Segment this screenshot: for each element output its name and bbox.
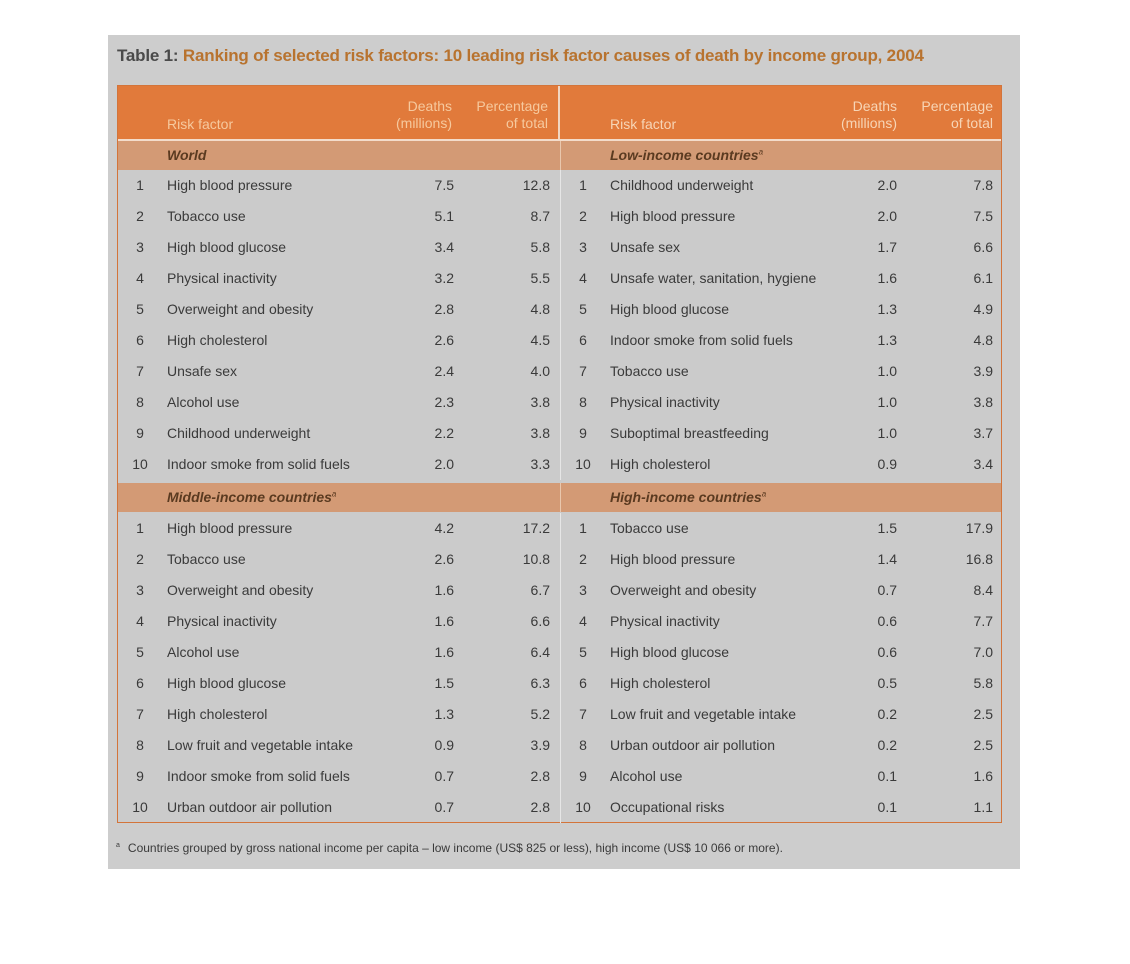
row-percentage: 12.8: [522, 177, 550, 193]
row-risk-factor: Childhood underweight: [610, 177, 754, 193]
row-rank: 9: [136, 425, 144, 441]
row-percentage: 4.8: [530, 301, 550, 317]
row-deaths: 2.0: [877, 177, 897, 193]
section-label-world: World: [167, 147, 207, 163]
row-percentage: 6.7: [530, 582, 550, 598]
row-percentage: 16.8: [965, 551, 993, 567]
section-divider: [560, 483, 561, 512]
row-deaths: 0.9: [877, 456, 897, 472]
risk-factor-table: [117, 85, 1002, 823]
row-risk-factor: Urban outdoor air pollution: [610, 737, 775, 753]
row-rank: 7: [136, 706, 144, 722]
section-band-top: [118, 141, 1001, 170]
row-deaths: 2.4: [434, 363, 454, 379]
section-label-low-income: Low-income countries$^a$: [610, 147, 764, 163]
row-rank: 7: [579, 363, 587, 379]
row-risk-factor: High blood pressure: [610, 551, 736, 567]
row-deaths: 1.3: [434, 706, 454, 722]
row-deaths: 2.6: [434, 551, 454, 567]
row-deaths: 1.5: [877, 520, 897, 536]
header-deaths-line2: (millions): [396, 115, 452, 131]
row-deaths: 3.2: [434, 270, 454, 286]
row-risk-factor: High cholesterol: [610, 456, 711, 472]
row-percentage: 7.7: [973, 613, 993, 629]
row-percentage: 5.2: [530, 706, 550, 722]
footnote: [116, 841, 783, 855]
header-deaths-line2: (millions): [841, 115, 897, 131]
row-percentage: 7.0: [973, 644, 993, 660]
row-risk-factor: Indoor smoke from solid fuels: [167, 768, 350, 784]
table-panel: [108, 35, 1020, 869]
section-band-bottom: [118, 483, 1001, 512]
header-deaths: [841, 98, 897, 132]
table-title: [117, 46, 924, 66]
row-risk-factor: High blood glucose: [167, 675, 287, 691]
row-rank: 5: [579, 301, 587, 317]
row-percentage: 2.5: [973, 706, 993, 722]
row-rank: 2: [579, 208, 587, 224]
header-pct-line1: Percentage: [921, 98, 993, 114]
row-percentage: 8.4: [973, 582, 993, 598]
row-percentage: 7.8: [973, 177, 993, 193]
row-percentage: 6.4: [530, 644, 550, 660]
row-deaths: 1.7: [877, 239, 897, 255]
row-percentage: 4.0: [530, 363, 550, 379]
row-percentage: 3.3: [530, 456, 550, 472]
row-rank: 9: [579, 425, 587, 441]
row-risk-factor: Overweight and obesity: [167, 582, 314, 598]
row-risk-factor: Alcohol use: [610, 768, 683, 784]
row-deaths: 1.3: [877, 301, 897, 317]
row-risk-factor: Physical inactivity: [167, 270, 277, 286]
row-rank: 3: [579, 239, 587, 255]
row-risk-factor: High cholesterol: [167, 332, 268, 348]
row-risk-factor: High blood glucose: [167, 239, 287, 255]
row-percentage: 5.8: [973, 675, 993, 691]
row-rank: 6: [579, 332, 587, 348]
row-deaths: 1.0: [877, 394, 897, 410]
row-risk-factor: High blood pressure: [167, 520, 293, 536]
row-rank: 8: [579, 394, 587, 410]
row-deaths: 0.1: [877, 768, 897, 784]
row-percentage: 6.1: [973, 270, 993, 286]
row-rank: 1: [136, 177, 144, 193]
row-rank: 5: [136, 301, 144, 317]
row-percentage: 1.6: [973, 768, 993, 784]
row-deaths: 3.4: [434, 239, 454, 255]
row-risk-factor: Unsafe water, sanitation, hygiene: [610, 270, 817, 286]
title-prefix: Table 1:: [117, 46, 179, 65]
row-risk-factor: Alcohol use: [167, 394, 240, 410]
row-risk-factor: Low fruit and vegetable intake: [610, 706, 797, 722]
row-deaths: 0.7: [877, 582, 897, 598]
row-risk-factor: Tobacco use: [610, 520, 689, 536]
row-risk-factor: High blood glucose: [610, 644, 730, 660]
row-rank: 5: [136, 644, 144, 660]
row-percentage: 6.6: [973, 239, 993, 255]
section-label-middle-income: Middle-income countries$^a$: [167, 489, 337, 505]
row-percentage: 5.5: [530, 270, 550, 286]
row-risk-factor: Urban outdoor air pollution: [167, 799, 332, 815]
row-percentage: 2.8: [530, 799, 550, 815]
row-percentage: 3.8: [973, 394, 993, 410]
header-pct-line2: of total: [950, 115, 993, 131]
row-risk-factor: Tobacco use: [610, 363, 689, 379]
row-risk-factor: High blood glucose: [610, 301, 730, 317]
row-deaths: 1.4: [877, 551, 897, 567]
row-deaths: 1.6: [877, 270, 897, 286]
row-percentage: 8.7: [530, 208, 550, 224]
row-deaths: 0.5: [877, 675, 897, 691]
row-risk-factor: Suboptimal breastfeeding: [610, 425, 769, 441]
header-right: [561, 86, 1003, 139]
row-risk-factor: High blood pressure: [167, 177, 293, 193]
row-rank: 9: [136, 768, 144, 784]
row-risk-factor: Occupational risks: [610, 799, 725, 815]
row-risk-factor: Physical inactivity: [610, 394, 720, 410]
row-rank: 6: [136, 332, 144, 348]
row-deaths: 0.2: [877, 737, 897, 753]
row-percentage: 3.4: [973, 456, 993, 472]
row-deaths: 2.3: [434, 394, 454, 410]
row-rank: 1: [136, 520, 144, 536]
row-risk-factor: Indoor smoke from solid fuels: [610, 332, 793, 348]
row-risk-factor: Unsafe sex: [167, 363, 238, 379]
row-percentage: 3.7: [973, 425, 993, 441]
row-rank: 2: [136, 551, 144, 567]
header-percentage: [476, 98, 548, 132]
row-rank: 4: [579, 613, 587, 629]
row-risk-factor: Childhood underweight: [167, 425, 311, 441]
row-risk-factor: Overweight and obesity: [167, 301, 314, 317]
row-deaths: 0.6: [877, 613, 897, 629]
row-risk-factor: High blood pressure: [610, 208, 736, 224]
row-risk-factor: High cholesterol: [610, 675, 711, 691]
row-deaths: 1.5: [434, 675, 454, 691]
row-deaths: 1.6: [434, 613, 454, 629]
row-deaths: 2.0: [877, 208, 897, 224]
row-rank: 4: [136, 270, 144, 286]
row-percentage: 4.5: [530, 332, 550, 348]
row-percentage: 3.8: [530, 425, 550, 441]
row-rank: 1: [579, 520, 587, 536]
row-deaths: 1.3: [877, 332, 897, 348]
footnote-marker: a: [116, 842, 120, 849]
header-deaths-line1: Deaths: [407, 98, 452, 114]
row-deaths: 0.2: [877, 706, 897, 722]
row-percentage: 5.8: [530, 239, 550, 255]
header-pct-line2: of total: [505, 115, 548, 131]
footnote-text: Countries grouped by gross national income per capita – low income (US$ 825 or less), high income (US$ 10 066 or more).: [127, 841, 783, 855]
section-label-high-income: High-income countries$^a$: [610, 489, 767, 505]
row-percentage: 17.9: [965, 520, 993, 536]
row-percentage: 4.8: [973, 332, 993, 348]
row-percentage: 3.9: [973, 363, 993, 379]
column-divider: [560, 170, 561, 480]
row-deaths: 0.7: [434, 799, 454, 815]
row-percentage: 3.9: [530, 737, 550, 753]
row-rank: 2: [136, 208, 144, 224]
row-risk-factor: Physical inactivity: [610, 613, 720, 629]
row-rank: 3: [579, 582, 587, 598]
row-percentage: 7.5: [973, 208, 993, 224]
row-risk-factor: Tobacco use: [167, 551, 246, 567]
row-percentage: 17.2: [522, 520, 550, 536]
row-risk-factor: Alcohol use: [167, 644, 240, 660]
row-rank: 7: [579, 706, 587, 722]
row-deaths: 0.9: [434, 737, 454, 753]
row-deaths: 7.5: [434, 177, 454, 193]
header-risk-factor: Risk factor: [610, 116, 677, 132]
row-deaths: 5.1: [434, 208, 454, 224]
header-deaths: [396, 98, 452, 132]
row-risk-factor: Overweight and obesity: [610, 582, 757, 598]
row-percentage: 3.8: [530, 394, 550, 410]
row-risk-factor: Low fruit and vegetable intake: [167, 737, 354, 753]
row-percentage: 6.6: [530, 613, 550, 629]
row-deaths: 0.1: [877, 799, 897, 815]
row-deaths: 4.2: [434, 520, 454, 536]
header-left: [118, 86, 560, 139]
row-risk-factor: High cholesterol: [167, 706, 268, 722]
row-rank: 10: [575, 456, 591, 472]
column-divider: [560, 513, 561, 823]
row-deaths: 1.6: [434, 644, 454, 660]
row-rank: 4: [136, 613, 144, 629]
row-rank: 6: [136, 675, 144, 691]
row-percentage: 4.9: [973, 301, 993, 317]
row-deaths: 0.7: [434, 768, 454, 784]
row-percentage: 10.8: [522, 551, 550, 567]
row-deaths: 1.0: [877, 425, 897, 441]
row-rank: 3: [136, 582, 144, 598]
row-percentage: 6.3: [530, 675, 550, 691]
row-rank: 9: [579, 768, 587, 784]
row-rank: 6: [579, 675, 587, 691]
row-deaths: 2.2: [434, 425, 454, 441]
header-percentage: [921, 98, 993, 132]
row-percentage: 1.1: [973, 799, 993, 815]
row-rank: 8: [136, 394, 144, 410]
row-rank: 7: [136, 363, 144, 379]
row-rank: 10: [132, 456, 148, 472]
header-deaths-line1: Deaths: [852, 98, 897, 114]
row-rank: 5: [579, 644, 587, 660]
section-divider: [560, 141, 561, 170]
row-deaths: 2.6: [434, 332, 454, 348]
row-deaths: 2.0: [434, 456, 454, 472]
row-percentage: 2.8: [530, 768, 550, 784]
table-header: [118, 86, 1001, 141]
row-percentage: 2.5: [973, 737, 993, 753]
row-deaths: 1.0: [877, 363, 897, 379]
header-pct-line1: Percentage: [476, 98, 548, 114]
row-rank: 10: [132, 799, 148, 815]
header-risk-factor: Risk factor: [167, 116, 234, 132]
row-risk-factor: Physical inactivity: [167, 613, 277, 629]
row-rank: 1: [579, 177, 587, 193]
row-rank: 8: [579, 737, 587, 753]
row-rank: 2: [579, 551, 587, 567]
row-deaths: 0.6: [877, 644, 897, 660]
row-risk-factor: Unsafe sex: [610, 239, 681, 255]
row-rank: 10: [575, 799, 591, 815]
row-risk-factor: Tobacco use: [167, 208, 246, 224]
row-rank: 3: [136, 239, 144, 255]
row-deaths: 1.6: [434, 582, 454, 598]
row-rank: 4: [579, 270, 587, 286]
row-deaths: 2.8: [434, 301, 454, 317]
row-rank: 8: [136, 737, 144, 753]
row-risk-factor: Indoor smoke from solid fuels: [167, 456, 350, 472]
title-text: Ranking of selected risk factors: 10 leading risk factor causes of death by income group, 2004: [182, 46, 924, 65]
